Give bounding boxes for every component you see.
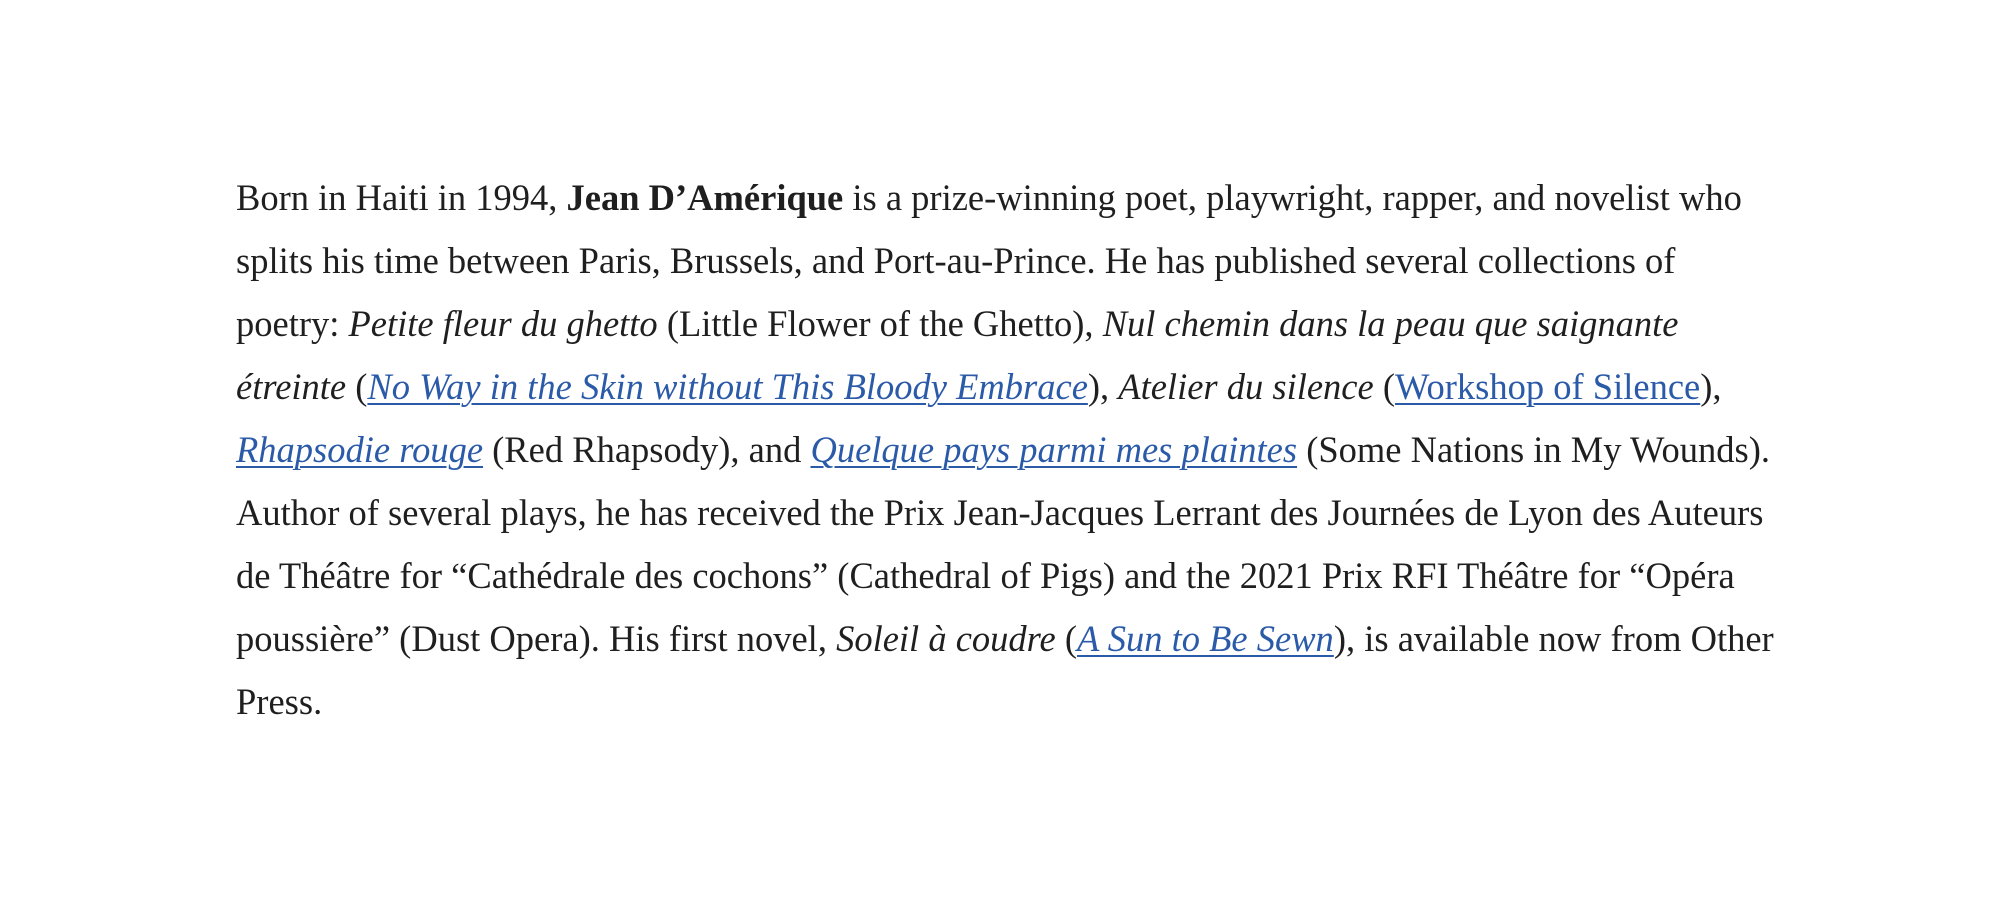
book-title-nul-chemin: Nul chemin dans la peau que saignante étreinte [236, 303, 1679, 407]
book-title-atelier-du-silence: Atelier du silence [1118, 366, 1374, 407]
author-bio-paragraph [236, 166, 1776, 733]
bio-text: ), is available now from Other Press. [236, 618, 1774, 722]
link-a-sun-to-be-sewn[interactable]: A Sun to Be Sewn [1076, 618, 1334, 659]
bio-text: ( [1055, 618, 1077, 659]
bio-text: ( [346, 366, 368, 407]
bio-text: ), [1700, 366, 1722, 407]
author-name: Jean D’Amérique [566, 177, 844, 218]
link-no-way-in-the-skin[interactable]: No Way in the Skin without This Bloody Embrace [367, 366, 1088, 407]
link-workshop-of-silence[interactable]: Workshop of Silence [1395, 366, 1701, 407]
bio-text: (Some Nations in My Wounds). Author of several plays, he has received the Prix Jean-Jacques Lerrant des Journées de Lyon des Auteurs de Théâtre for “Cathédrale des cochons” (Cathedral of Pigs) and the 2021 Prix RFI Théâtre for “Opéra poussière” (Dust Opera). His first novel, [236, 429, 1770, 659]
bio-text: (Red Rhapsody), and [483, 429, 811, 470]
bio-text: (Little Flower of the Ghetto), [657, 303, 1103, 344]
book-title-petite-fleur: Petite fleur du ghetto [348, 303, 658, 344]
bio-text: is a prize-winning poet, playwright, rapper, and novelist who splits his time between Paris, Brussels, and Port-au-Prince. He has published several collections of poetry: [236, 177, 1742, 344]
link-quelque-pays[interactable]: Quelque pays parmi mes plaintes [810, 429, 1298, 470]
link-rhapsodie-rouge[interactable]: Rhapsodie rouge [236, 429, 484, 470]
novel-title-soleil-a-coudre: Soleil à coudre [836, 618, 1056, 659]
bio-text: ( [1373, 366, 1395, 407]
bio-text: Born in Haiti in 1994, [236, 177, 567, 218]
bio-text: ), [1087, 366, 1119, 407]
